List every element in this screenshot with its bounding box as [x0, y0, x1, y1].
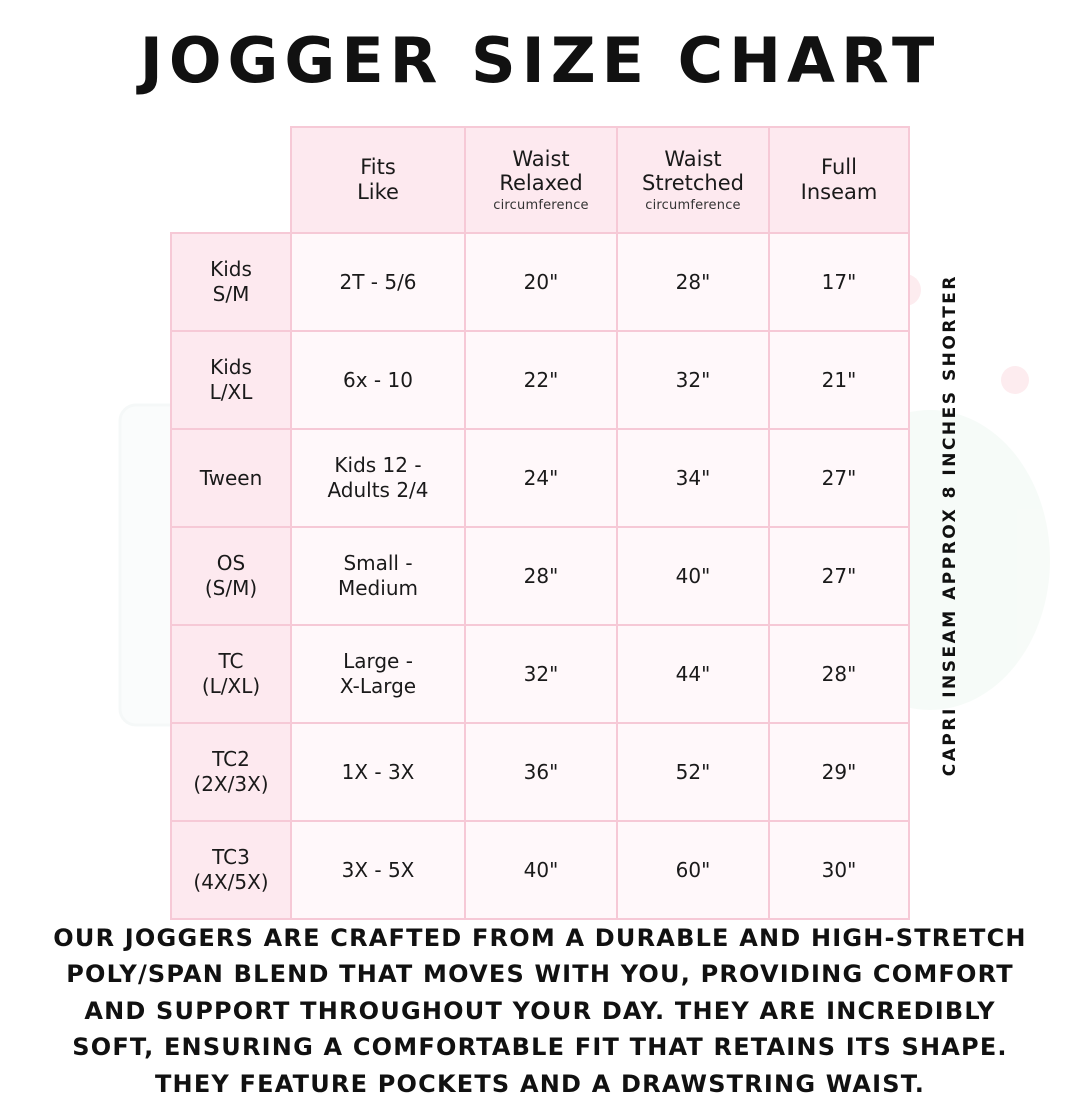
cell-waist-relaxed: 36" — [465, 723, 617, 821]
cell-waist-stretched: 32" — [617, 331, 769, 429]
cell-full-inseam: 27" — [769, 527, 909, 625]
cell-waist-stretched: 34" — [617, 429, 769, 527]
cell-full-inseam: 28" — [769, 625, 909, 723]
capri-inseam-note-text: CAPRI INSEAM APPROX 8 INCHES SHORTER — [940, 273, 960, 777]
cell-fits-like: Kids 12 - Adults 2/4 — [291, 429, 465, 527]
column-header-waist-stretched — [617, 127, 769, 233]
cell-fits-like: 6x - 10 — [291, 331, 465, 429]
row-header-size: OS (S/M) — [171, 527, 291, 625]
cell-fits-like: 2T - 5/6 — [291, 233, 465, 331]
table-header-row — [171, 127, 909, 233]
column-header-full-inseam — [769, 127, 909, 233]
column-header-full-inseam-label: Full Inseam — [800, 155, 878, 204]
cell-waist-stretched: 40" — [617, 527, 769, 625]
cell-fits-like: Small - Medium — [291, 527, 465, 625]
page-title: JOGGER SIZE CHART — [139, 24, 941, 97]
cell-fits-like: Large - X-Large — [291, 625, 465, 723]
cell-full-inseam: 29" — [769, 723, 909, 821]
table-row — [171, 331, 909, 429]
table-row — [171, 527, 909, 625]
column-header-waist-stretched-label: Waist Stretched — [642, 146, 744, 196]
column-header-waist-relaxed — [465, 127, 617, 233]
table-row — [171, 233, 909, 331]
footer-description: OUR JOGGERS ARE CRAFTED FROM A DURABLE AND HIGH-STRETCH POLY/SPAN BLEND THAT MOVES WITH YOU, PROVIDING COMFORT AND SUPPORT THROUGHOUT YOUR DAY. THEY ARE INCREDIBLY SOFT, ENSURING A COMFORTABLE FIT THAT RETAINS ITS SHAPE. THEY FEATURE POCKETS AND A DRAWSTRING WAIST. — [53, 924, 1027, 1098]
table-header — [171, 127, 909, 233]
cell-full-inseam: 17" — [769, 233, 909, 331]
cell-full-inseam: 27" — [769, 429, 909, 527]
cell-waist-stretched: 44" — [617, 625, 769, 723]
cell-waist-relaxed: 22" — [465, 331, 617, 429]
column-header-waist-relaxed-sublabel: circumference — [493, 198, 589, 214]
cell-waist-relaxed: 28" — [465, 527, 617, 625]
cell-waist-stretched: 28" — [617, 233, 769, 331]
cell-full-inseam: 30" — [769, 821, 909, 919]
cell-waist-relaxed: 32" — [465, 625, 617, 723]
cell-full-inseam: 21" — [769, 331, 909, 429]
table-row — [171, 429, 909, 527]
row-header-size: Tween — [171, 429, 291, 527]
row-header-size: Kids L/XL — [171, 331, 291, 429]
cell-waist-relaxed: 20" — [465, 233, 617, 331]
cell-waist-stretched: 60" — [617, 821, 769, 919]
table-body — [171, 233, 909, 919]
table-row — [171, 625, 909, 723]
cell-fits-like: 3X - 5X — [291, 821, 465, 919]
table-row — [171, 821, 909, 919]
row-header-size: Kids S/M — [171, 233, 291, 331]
size-chart-table — [170, 126, 910, 920]
row-header-size: TC2 (2X/3X) — [171, 723, 291, 821]
table-row — [171, 723, 909, 821]
column-header-fits-like-label: Fits Like — [357, 155, 399, 204]
cell-fits-like: 1X - 3X — [291, 723, 465, 821]
cell-waist-stretched: 52" — [617, 723, 769, 821]
cell-waist-relaxed: 24" — [465, 429, 617, 527]
cell-waist-relaxed: 40" — [465, 821, 617, 919]
row-header-size: TC (L/XL) — [171, 625, 291, 723]
capri-inseam-note — [930, 245, 970, 805]
row-header-size: TC3 (4X/5X) — [171, 821, 291, 919]
column-header-fits-like — [291, 127, 465, 233]
table-corner-cell — [171, 127, 291, 233]
column-header-waist-relaxed-label: Waist Relaxed — [499, 146, 583, 196]
column-header-waist-stretched-sublabel: circumference — [645, 198, 741, 214]
